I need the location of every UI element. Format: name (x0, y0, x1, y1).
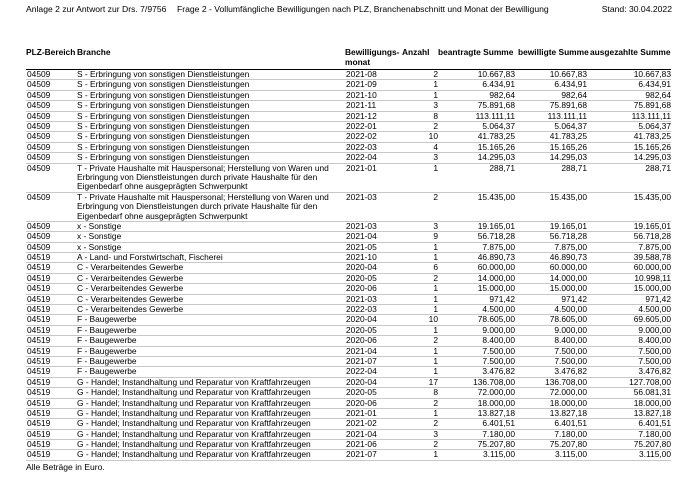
cell-plz: 04509 (27, 141, 51, 152)
cell-plz: 04509 (27, 231, 51, 242)
document-reference: Anlage 2 zur Antwort zur Drs. 7/9756 (26, 4, 167, 14)
cell-plz: 04509 (27, 220, 51, 231)
cell-plz: 04509 (27, 89, 51, 100)
cell-beantragt: 4.500,00 (482, 304, 515, 315)
cell-monat: 2022-04 (346, 366, 377, 377)
table-row (26, 153, 671, 163)
cell-beantragt: 60.000,00 (477, 262, 515, 273)
cell-beantragt: 14.295,03 (477, 152, 515, 163)
footnote: Alle Beträge in Euro. (26, 462, 105, 472)
cell-bewilligt: 3.476,82 (554, 366, 587, 377)
cell-bewilligt: 7.500,00 (554, 355, 587, 366)
cell-beantragt: 78.605,00 (477, 314, 515, 325)
cell-ausgezahlt: 7.500,00 (638, 345, 671, 356)
cell-branche: S - Erbringung von sonstigen Dienstleistungen (77, 69, 250, 79)
cell-bewilligt: 14.000,00 (549, 272, 587, 283)
cell-bewilligt: 19.165,01 (549, 220, 587, 231)
table-row (26, 388, 671, 398)
cell-plz: 04519 (27, 449, 51, 460)
cell-branche: G - Handel; Instandhaltung und Reparatur von Kraftfahrzeugen (77, 397, 311, 408)
cell-plz: 04519 (27, 293, 51, 304)
cell-bewilligt: 3.115,00 (555, 449, 587, 460)
cell-branche: G - Handel; Instandhaltung und Reparatur von Kraftfahrzeugen (77, 449, 311, 460)
cell-anzahl: 10 (428, 131, 438, 142)
cell-ausgezahlt: 5.064,37 (638, 120, 671, 131)
cell-monat: 2021-07 (346, 355, 377, 366)
cell-monat: 2020-04 (346, 314, 377, 325)
cell-anzahl: 3 (433, 428, 438, 439)
cell-branche: F - Baugewerbe (77, 314, 137, 325)
cell-anzahl: 3 (433, 100, 438, 111)
cell-beantragt: 136.708,00 (473, 376, 515, 387)
cell-anzahl: 3 (433, 152, 438, 163)
cell-branche: G - Handel; Instandhaltung und Reparatur von Kraftfahrzeugen (77, 428, 311, 439)
cell-branche: F - Baugewerbe (77, 324, 137, 335)
cell-plz: 04519 (27, 355, 51, 366)
cell-beantragt: 7.180,00 (482, 428, 515, 439)
cell-monat: 2021-04 (346, 231, 377, 242)
cell-bewilligt: 72.000,00 (549, 387, 587, 398)
page-header (0, 4, 700, 18)
cell-ausgezahlt: 8.400,00 (638, 335, 671, 346)
cell-anzahl: 1 (433, 79, 438, 90)
cell-branche: F - Baugewerbe (77, 345, 137, 356)
cell-beantragt: 3.115,00 (483, 449, 515, 460)
cell-plz: 04509 (27, 241, 51, 252)
cell-ausgezahlt: 7.875,00 (638, 241, 671, 252)
cell-branche: F - Baugewerbe (77, 335, 137, 346)
cell-bewilligt: 18.000,00 (549, 397, 587, 408)
cell-plz: 04519 (27, 428, 51, 439)
cell-bewilligt: 982,64 (561, 89, 587, 100)
cell-plz: 04519 (27, 439, 51, 450)
cell-beantragt: 10.667,83 (477, 69, 515, 79)
cell-anzahl: 2 (433, 120, 438, 131)
cell-beantragt: 19.165,01 (477, 220, 515, 231)
cell-anzahl: 1 (433, 449, 438, 460)
cell-ausgezahlt: 10.667,83 (633, 69, 671, 79)
cell-branche: S - Erbringung von sonstigen Dienstleistungen (77, 141, 250, 152)
cell-ausgezahlt: 18.000,00 (633, 397, 671, 408)
cell-bewilligt: 14.295,03 (549, 152, 587, 163)
cell-plz: 04519 (27, 283, 51, 294)
cell-bewilligt: 9.000,00 (554, 324, 587, 335)
cell-branche: x - Sonstige (77, 231, 122, 242)
cell-anzahl: 1 (433, 89, 438, 100)
cell-plz: 04509 (27, 69, 51, 79)
cell-monat: 2021-06 (346, 439, 377, 450)
cell-plz: 04519 (27, 324, 51, 335)
cell-monat: 2022-04 (346, 152, 377, 163)
cell-anzahl: 2 (433, 439, 438, 450)
cell-ausgezahlt: 9.000,00 (638, 324, 671, 335)
cell-monat: 2022-03 (346, 141, 377, 152)
cell-monat: 2020-06 (346, 283, 377, 294)
cell-monat: 2021-03 (346, 293, 377, 304)
cell-monat: 2022-02 (346, 131, 377, 142)
cell-anzahl: 1 (433, 293, 438, 304)
cell-bewilligt: 7.875,00 (554, 241, 587, 252)
cell-anzahl: 2 (433, 418, 438, 429)
cell-branche: A - Land- und Forstwirtschaft, Fischerei (77, 252, 223, 263)
cell-plz: 04509 (27, 152, 51, 163)
cell-anzahl: 1 (433, 241, 438, 252)
cell-monat: 2021-08 (346, 69, 377, 79)
cell-anzahl: 1 (433, 304, 438, 315)
cell-bewilligt: 7.500,00 (554, 345, 587, 356)
cell-bewilligt: 46.890,73 (549, 252, 587, 263)
cell-ausgezahlt: 288,71 (645, 162, 671, 173)
cell-monat: 2021-11 (346, 100, 377, 111)
cell-branche: S - Erbringung von sonstigen Dienstleistungen (77, 89, 250, 100)
cell-bewilligt: 7.180,00 (554, 428, 587, 439)
cell-plz: 04519 (27, 304, 51, 315)
cell-bewilligt: 971,42 (561, 293, 587, 304)
table-row (26, 101, 671, 111)
cell-monat: 2020-05 (346, 272, 377, 283)
cell-beantragt: 72.000,00 (477, 387, 515, 398)
cell-anzahl: 1 (433, 345, 438, 356)
column-header-bewilligt: bewilligte Summe (518, 47, 589, 57)
cell-ausgezahlt: 75.891,68 (633, 100, 671, 111)
data-table (26, 69, 671, 461)
cell-beantragt: 75.891,68 (477, 100, 515, 111)
cell-branche: x - Sonstige (77, 220, 122, 231)
cell-monat: 2021-10 (346, 89, 377, 100)
cell-monat: 2021-10 (346, 252, 377, 263)
cell-branche: T - Private Haushalte mit Hauspersonal; Herstellung von Waren und Erbringung von Dienstleistungen durch private Haushalte für den Eigenbedarf ohne ausgeprägten Schwerpunkt (77, 162, 329, 192)
cell-ausgezahlt: 113.111,11 (631, 110, 671, 121)
cell-beantragt: 7.500,00 (482, 355, 515, 366)
cell-beantragt: 288,71 (489, 162, 515, 173)
cell-monat: 2021-01 (346, 407, 377, 418)
cell-ausgezahlt: 7.500,00 (638, 355, 671, 366)
cell-beantragt: 46.890,73 (477, 252, 515, 263)
cell-anzahl: 4 (433, 141, 438, 152)
cell-plz: 04519 (27, 345, 51, 356)
cell-plz: 04519 (27, 407, 51, 418)
cell-branche: S - Erbringung von sonstigen Dienstleistungen (77, 110, 250, 121)
cell-beantragt: 75.207,80 (477, 439, 515, 450)
cell-anzahl: 1 (433, 162, 438, 173)
cell-ausgezahlt: 69.605,00 (633, 314, 671, 325)
cell-branche: G - Handel; Instandhaltung und Reparatur von Kraftfahrzeugen (77, 418, 311, 429)
cell-monat: 2021-01 (346, 162, 377, 173)
cell-anzahl: 2 (433, 335, 438, 346)
cell-monat: 2022-01 (346, 120, 377, 131)
cell-branche: C - Verarbeitendes Gewerbe (77, 283, 184, 294)
cell-beantragt: 15.000,00 (477, 283, 515, 294)
cell-ausgezahlt: 3.476,82 (638, 366, 671, 377)
cell-monat: 2020-05 (346, 387, 377, 398)
cell-beantragt: 7.875,00 (482, 241, 515, 252)
cell-beantragt: 13.827,18 (477, 407, 515, 418)
cell-monat: 2022-03 (346, 304, 377, 315)
cell-ausgezahlt: 60.000,00 (633, 262, 671, 273)
cell-ausgezahlt: 4.500,00 (638, 304, 671, 315)
cell-beantragt: 15.165,26 (477, 141, 515, 152)
cell-beantragt: 9.000,00 (482, 324, 515, 335)
cell-monat: 2021-12 (346, 110, 377, 121)
cell-plz: 04509 (27, 131, 51, 142)
cell-plz: 04509 (27, 120, 51, 131)
cell-ausgezahlt: 7.180,00 (638, 428, 671, 439)
cell-beantragt: 14.000,00 (477, 272, 515, 283)
column-header-ausgezahlt: ausgezahlte Summe (590, 47, 671, 57)
cell-bewilligt: 5.064,37 (554, 120, 587, 131)
cell-bewilligt: 78.605,00 (549, 314, 587, 325)
cell-anzahl: 2 (433, 272, 438, 283)
cell-branche: C - Verarbeitendes Gewerbe (77, 293, 184, 304)
cell-ausgezahlt: 39.588,78 (633, 252, 671, 263)
cell-plz: 04519 (27, 387, 51, 398)
cell-anzahl: 1 (433, 366, 438, 377)
cell-ausgezahlt: 19.165,01 (633, 220, 671, 231)
cell-branche: C - Verarbeitendes Gewerbe (77, 272, 184, 283)
column-header-monat: Bewilligungs-monat (345, 47, 400, 67)
cell-monat: 2020-06 (346, 335, 377, 346)
cell-ausgezahlt: 15.435,00 (633, 191, 671, 202)
cell-bewilligt: 288,71 (561, 162, 587, 173)
cell-ausgezahlt: 127.708,00 (629, 376, 671, 387)
cell-bewilligt: 136.708,00 (545, 376, 587, 387)
cell-beantragt: 56.718,28 (477, 231, 515, 242)
cell-beantragt: 8.400,00 (482, 335, 515, 346)
cell-bewilligt: 8.400,00 (554, 335, 587, 346)
cell-ausgezahlt: 971,42 (645, 293, 671, 304)
cell-beantragt: 6.401,51 (482, 418, 515, 429)
cell-branche: S - Erbringung von sonstigen Dienstleistungen (77, 152, 250, 163)
cell-plz: 04509 (27, 79, 51, 90)
cell-branche: x - Sonstige (77, 241, 122, 252)
cell-anzahl: 17 (428, 376, 438, 387)
cell-monat: 2020-05 (346, 324, 377, 335)
cell-bewilligt: 15.000,00 (549, 283, 587, 294)
cell-ausgezahlt: 14.295,03 (633, 152, 671, 163)
cell-beantragt: 6.434,91 (482, 79, 515, 90)
cell-beantragt: 982,64 (489, 89, 515, 100)
cell-beantragt: 971,42 (489, 293, 515, 304)
cell-plz: 04519 (27, 397, 51, 408)
cell-plz: 04509 (27, 100, 51, 111)
cell-beantragt: 15.435,00 (477, 191, 515, 202)
cell-ausgezahlt: 3.115,00 (639, 449, 671, 460)
cell-branche: G - Handel; Instandhaltung und Reparatur von Kraftfahrzeugen (77, 376, 311, 387)
cell-bewilligt: 113.111,11 (547, 110, 587, 121)
table-header (0, 47, 700, 69)
cell-bewilligt: 6.401,51 (554, 418, 587, 429)
cell-beantragt: 41.783,25 (477, 131, 515, 142)
cell-plz: 04519 (27, 272, 51, 283)
cell-branche: F - Baugewerbe (77, 366, 137, 377)
cell-monat: 2021-03 (346, 191, 377, 202)
status-date: Stand: 30.04.2022 (601, 4, 672, 14)
cell-anzahl: 8 (433, 387, 438, 398)
column-header-branche: Branche (77, 47, 111, 57)
cell-anzahl: 1 (433, 407, 438, 418)
cell-anzahl: 9 (433, 231, 438, 242)
cell-monat: 2021-05 (346, 241, 377, 252)
cell-plz: 04509 (27, 191, 51, 202)
cell-ausgezahlt: 41.783,25 (633, 131, 671, 142)
cell-anzahl: 8 (433, 110, 438, 121)
cell-plz: 04519 (27, 376, 51, 387)
cell-bewilligt: 15.165,26 (549, 141, 587, 152)
cell-ausgezahlt: 982,64 (645, 89, 671, 100)
cell-bewilligt: 56.718,28 (549, 231, 587, 242)
cell-ausgezahlt: 56.718,28 (633, 231, 671, 242)
cell-bewilligt: 10.667,83 (549, 69, 587, 79)
cell-ausgezahlt: 56.081,31 (633, 387, 671, 398)
cell-anzahl: 2 (433, 397, 438, 408)
cell-beantragt: 5.064,37 (482, 120, 515, 131)
cell-monat: 2021-04 (346, 428, 377, 439)
column-header-anzahl: Anzahl (402, 47, 430, 57)
cell-bewilligt: 75.891,68 (549, 100, 587, 111)
cell-anzahl: 2 (433, 191, 438, 202)
cell-branche: G - Handel; Instandhaltung und Reparatur von Kraftfahrzeugen (77, 387, 311, 398)
cell-bewilligt: 41.783,25 (549, 131, 587, 142)
cell-monat: 2020-04 (346, 262, 377, 273)
cell-plz: 04519 (27, 262, 51, 273)
cell-anzahl: 1 (433, 355, 438, 366)
table-row (26, 450, 671, 460)
cell-ausgezahlt: 13.827,18 (633, 407, 671, 418)
cell-anzahl: 2 (433, 69, 438, 79)
page-title: Frage 2 - Vollumfängliche Bewilligungen nach PLZ, Branchenabschnitt und Monat der Bewilligung (177, 4, 549, 14)
cell-beantragt: 113.111,11 (475, 110, 515, 121)
cell-anzahl: 6 (433, 262, 438, 273)
cell-plz: 04519 (27, 335, 51, 346)
cell-bewilligt: 15.435,00 (549, 191, 587, 202)
cell-beantragt: 7.500,00 (482, 345, 515, 356)
cell-plz: 04509 (27, 110, 51, 121)
cell-ausgezahlt: 6.434,91 (638, 79, 671, 90)
cell-ausgezahlt: 15.000,00 (633, 283, 671, 294)
cell-branche: S - Erbringung von sonstigen Dienstleistungen (77, 100, 250, 111)
table-row (26, 164, 671, 193)
cell-bewilligt: 75.207,80 (549, 439, 587, 450)
cell-branche: S - Erbringung von sonstigen Dienstleistungen (77, 131, 250, 142)
cell-monat: 2020-06 (346, 397, 377, 408)
cell-anzahl: 1 (433, 252, 438, 263)
cell-anzahl: 10 (428, 314, 438, 325)
cell-branche: F - Baugewerbe (77, 355, 137, 366)
table-row (26, 193, 671, 222)
cell-branche: S - Erbringung von sonstigen Dienstleistungen (77, 79, 250, 90)
cell-branche: G - Handel; Instandhaltung und Reparatur von Kraftfahrzeugen (77, 407, 311, 418)
cell-plz: 04519 (27, 252, 51, 263)
cell-branche: G - Handel; Instandhaltung und Reparatur von Kraftfahrzeugen (77, 439, 311, 450)
cell-bewilligt: 4.500,00 (554, 304, 587, 315)
cell-monat: 2020-04 (346, 376, 377, 387)
cell-plz: 04519 (27, 418, 51, 429)
cell-ausgezahlt: 75.207,80 (633, 439, 671, 450)
cell-branche: C - Verarbeitendes Gewerbe (77, 304, 184, 315)
cell-ausgezahlt: 10.998,11 (634, 272, 671, 283)
cell-ausgezahlt: 15.165,26 (633, 141, 671, 152)
cell-monat: 2021-02 (346, 418, 377, 429)
cell-monat: 2021-07 (346, 449, 377, 460)
cell-beantragt: 18.000,00 (477, 397, 515, 408)
cell-branche: C - Verarbeitendes Gewerbe (77, 262, 184, 273)
cell-anzahl: 1 (433, 324, 438, 335)
cell-monat: 2021-04 (346, 345, 377, 356)
cell-beantragt: 3.476,82 (482, 366, 515, 377)
cell-bewilligt: 60.000,00 (549, 262, 587, 273)
cell-plz: 04509 (27, 162, 51, 173)
cell-monat: 2021-09 (346, 79, 377, 90)
cell-plz: 04519 (27, 366, 51, 377)
cell-anzahl: 3 (433, 220, 438, 231)
column-header-beantragt: beantragte Summe (438, 47, 514, 57)
cell-ausgezahlt: 6.401,51 (638, 418, 671, 429)
cell-anzahl: 1 (433, 283, 438, 294)
cell-bewilligt: 13.827,18 (549, 407, 587, 418)
cell-monat: 2021-03 (346, 220, 377, 231)
cell-bewilligt: 6.434,91 (554, 79, 587, 90)
cell-branche: T - Private Haushalte mit Hauspersonal; Herstellung von Waren und Erbringung von Dienstleistungen durch private Haushalte für den Eigenbedarf ohne ausgeprägten Schwerpunkt (77, 191, 329, 221)
column-header-plz: PLZ-Bereich (26, 47, 76, 57)
cell-branche: S - Erbringung von sonstigen Dienstleistungen (77, 120, 250, 131)
cell-plz: 04519 (27, 314, 51, 325)
